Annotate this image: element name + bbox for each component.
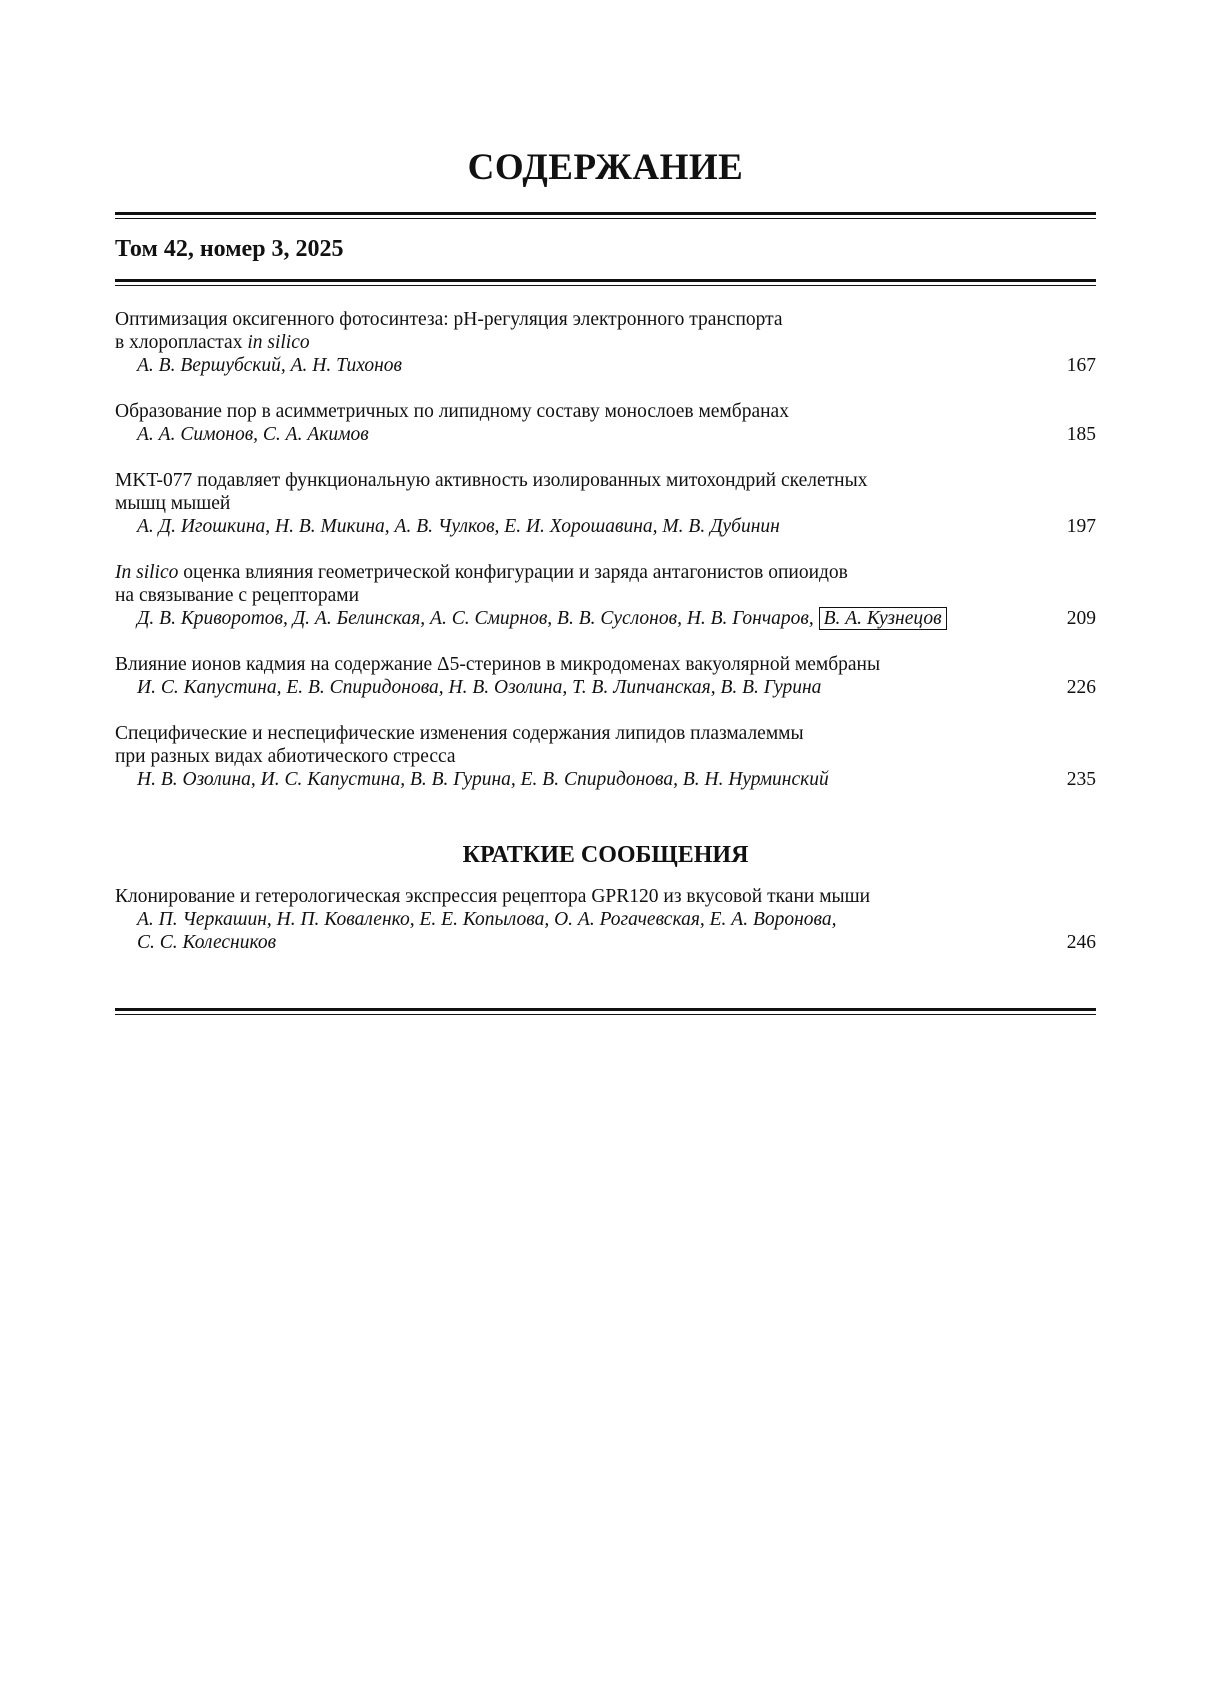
entry-authors: А. А. Симонов, С. А. Акимов (137, 424, 369, 445)
entry-authors: И. С. Капустина, Е. В. Спиридонова, Н. В. Озолина, Т. В. Липчанская, В. В. Гурина (137, 677, 822, 698)
entry-authors: Н. В. Озолина, И. С. Капустина, В. В. Гурина, Е. В. Спиридонова, В. Н. Нурминский (137, 769, 829, 790)
entry-page-number: 167 (1066, 355, 1096, 376)
entry-authors-cont: С. С. Колесников (137, 932, 277, 953)
entry-page-number: 226 (1066, 677, 1096, 698)
entry-title: Специфические и неспецифические изменения содержания липидов плазмалеммы (115, 723, 804, 744)
toc-entry[interactable] (115, 308, 1096, 377)
toc-entry[interactable] (115, 400, 1096, 446)
toc-entry[interactable] (115, 469, 1096, 538)
toc-entry[interactable] (115, 653, 1096, 699)
entry-title: In silico оценка влияния геометрической конфигурации и заряда антагонистов опиоидов (115, 562, 848, 583)
page-title: СОДЕРЖАНИЕ (467, 147, 744, 188)
entry-page-number: 197 (1066, 516, 1096, 537)
boxed-author: В. А. Кузнецов (819, 607, 947, 630)
entry-authors: А. Д. Игошкина, Н. В. Микина, А. В. Чулков, Е. И. Хорошавина, М. В. Дубинин (137, 516, 780, 537)
entry-authors: А. П. Черкашин, Н. П. Коваленко, Е. Е. Копылова, О. А. Рогачевская, Е. А. Воронова, (137, 909, 837, 930)
entry-page-number: 246 (1066, 932, 1096, 953)
entry-title: Влияние ионов кадмия на содержание Δ5-стеринов в микродоменах вакуолярной мембраны (115, 654, 881, 675)
double-rule-top (115, 212, 1096, 219)
toc-entry[interactable] (115, 885, 1096, 954)
entry-authors: А. В. Вершубский, А. Н. Тихонов (137, 355, 403, 376)
short-communications-list (115, 885, 1096, 977)
entry-title-cont: на связывание с рецепторами (115, 585, 360, 606)
toc-entry[interactable] (115, 722, 1096, 791)
double-rule-bottom (115, 1008, 1096, 1015)
entry-title-cont: при разных видах абиотического стресса (115, 746, 456, 767)
entry-title: Оптимизация оксигенного фотосинтеза: рН-регуляция электронного транспорта (115, 309, 783, 330)
entry-title-cont: в хлоропластах in silico (115, 332, 310, 353)
entry-title-cont: мышц мышей (115, 493, 231, 514)
entry-title: Образование пор в асимметричных по липидному составу монослоев мембранах (115, 401, 789, 422)
entry-page-number: 209 (1066, 608, 1096, 629)
section-heading: КРАТКИЕ СООБЩЕНИЯ (462, 842, 749, 868)
double-rule-below-issue (115, 279, 1096, 286)
entry-title: Клонирование и гетерологическая экспрессия рецептора GPR120 из вкусовой ткани мыши (115, 886, 871, 907)
issue-label: Том 42, номер 3, 2025 (115, 236, 344, 262)
entry-title: MKT-077 подавляет функциональную активность изолированных митохондрий скелетных (115, 470, 868, 491)
entry-page-number: 235 (1066, 769, 1096, 790)
entry-authors: Д. В. Криворотов, Д. А. Белинская, А. С. Смирнов, В. В. Суслонов, Н. В. Гончаров, В. А. Кузнецов (115, 607, 1037, 630)
entry-page-number: 185 (1066, 424, 1096, 445)
contents-list (115, 308, 1096, 814)
toc-entry[interactable] (115, 561, 1096, 630)
